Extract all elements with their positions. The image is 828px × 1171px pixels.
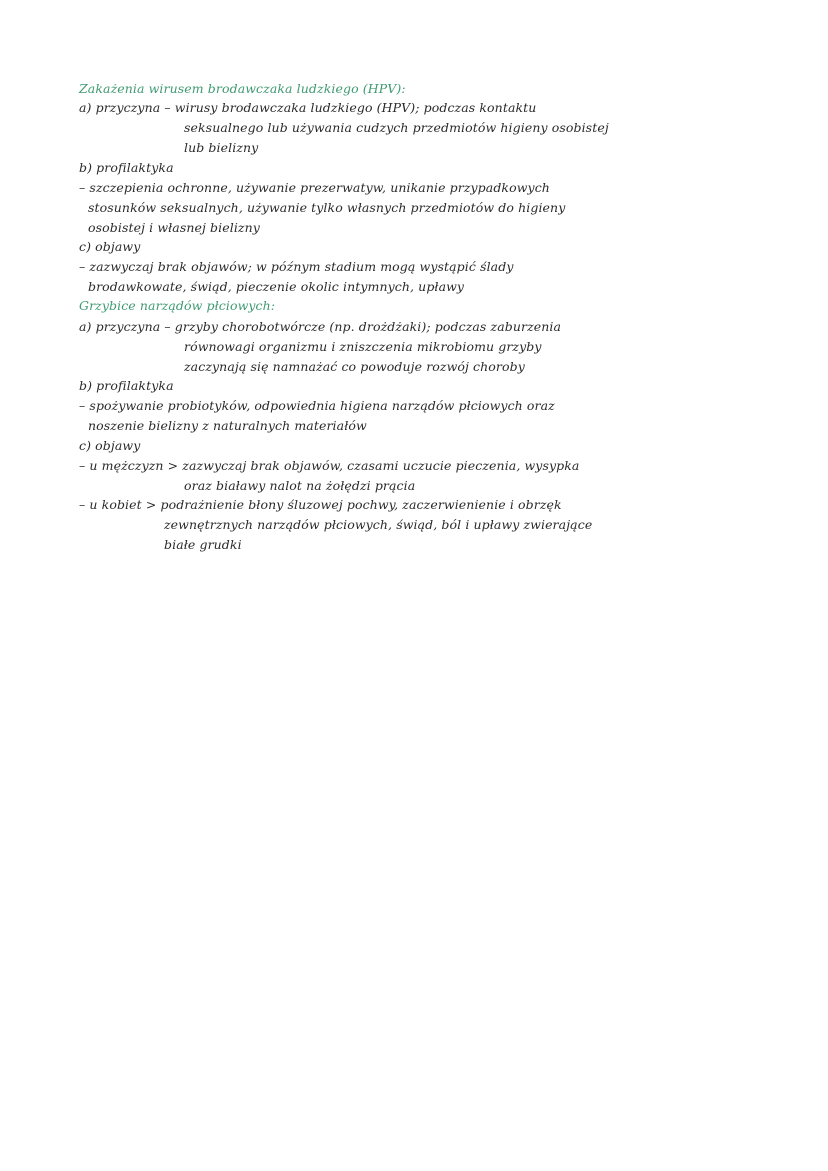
hpv-symptoms-heading: c) objawy	[79, 239, 141, 254]
hpv-prevention-line-2: stosunków seksualnych, używanie tylko własnych przedmiotów do higieny	[88, 200, 566, 215]
hpv-prevention-line-1: – szczepienia ochronne, używanie prezerwatyw, unikanie przypadkowych	[79, 180, 550, 195]
hpv-section-title: Zakażenia wirusem brodawczaka ludzkiego (HPV):	[79, 81, 406, 96]
fungal-prevention-line-2: noszenie bielizny z naturalnych materiałów	[88, 418, 367, 433]
fungal-prevention-heading: b) profilaktyka	[79, 378, 174, 393]
hpv-prevention-line-3: osobistej i własnej bielizny	[88, 220, 260, 235]
fungal-symptoms-heading: c) objawy	[79, 438, 141, 453]
fungal-cause-line-1: a) przyczyna – grzyby chorobotwórcze (np. drożdżaki); podczas zaburzenia	[79, 319, 562, 334]
fungal-cause-line-2: równowagi organizmu i zniszczenia mikrobiomu grzyby	[184, 339, 542, 354]
hpv-prevention-heading: b) profilaktyka	[79, 160, 174, 175]
fungal-women-line-2: zewnętrznych narządów płciowych, świąd, ból i upławy zwierające	[164, 517, 593, 532]
fungal-women-line-1: – u kobiet > podrażnienie błony śluzowej pochwy, zaczerwienienie i obrzęk	[79, 497, 562, 512]
hpv-symptoms-line-1: – zazwyczaj brak objawów; w późnym stadium mogą wystąpić ślady	[79, 259, 514, 274]
hpv-symptoms-line-2: brodawkowate, świąd, pieczenie okolic intymnych, upławy	[88, 279, 465, 294]
fungal-women-line-3: białe grudki	[164, 537, 242, 552]
hpv-cause-line-2: seksualnego lub używania cudzych przedmiotów higieny osobistej	[184, 120, 609, 135]
fungal-prevention-line-1: – spożywanie probiotyków, odpowiednia higiena narządów płciowych oraz	[79, 398, 555, 413]
hpv-cause-line-3: lub bielizny	[184, 140, 259, 155]
fungal-cause-line-3: zaczynają się namnażać co powoduje rozwój choroby	[184, 359, 525, 374]
fungal-men-line-1: – u mężczyzn > zazwyczaj brak objawów, czasami uczucie pieczenia, wysypka	[79, 458, 580, 473]
fungal-section-title: Grzybice narządów płciowych:	[79, 298, 276, 313]
fungal-men-line-2: oraz białawy nalot na żołędzi prącia	[184, 478, 416, 493]
hpv-cause-line-1: a) przyczyna – wirusy brodawczaka ludzkiego (HPV); podczas kontaktu	[79, 100, 537, 115]
